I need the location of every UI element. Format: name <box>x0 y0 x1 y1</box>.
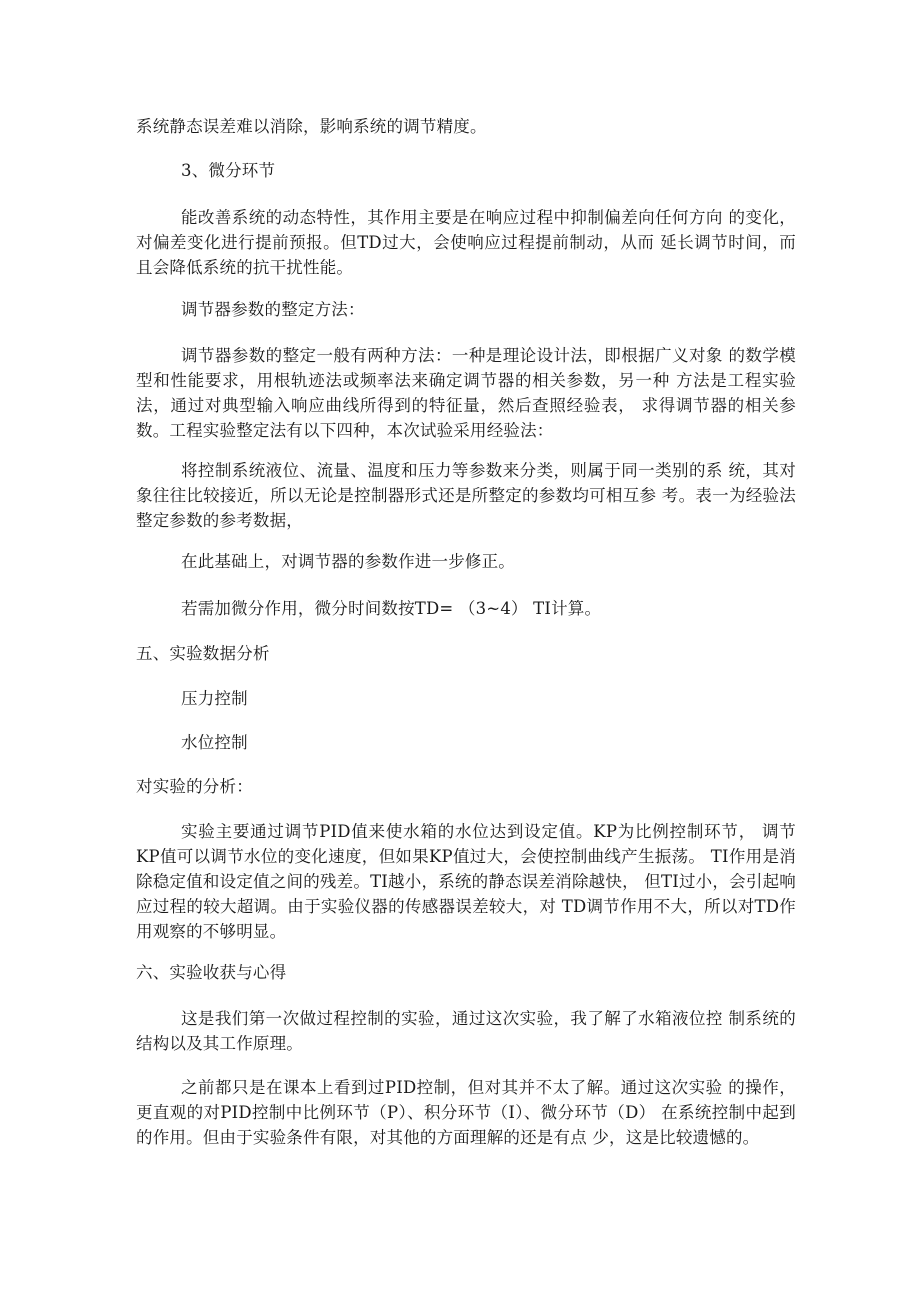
list-item-pressure-control: 压力控制 <box>181 689 248 708</box>
paragraph-correction: 在此基础上，对调节器的参数作进一步修正。 <box>181 552 515 571</box>
heading-section-6: 六、实验收获与心得 <box>136 963 287 982</box>
heading-tuning-method: 调节器参数的整定方法： <box>181 300 365 319</box>
paragraph-classification: 将控制系统液位、流量、温度和压力等参数来分类，则属于同一类别的系 统，其对象往往比较接近，所以无论是控制器形式还是所整定的参数均可相互参 考。表一为经验法整定参数的参考数据， <box>136 461 796 530</box>
paragraph-analysis: 实验主要通过调节PID值来使水箱的水位达到设定值。KP为比例控制环节， 调节KP值可以调节水位的变化速度，但如果KP值过大，会使控制曲线产生振荡。 TI作用是消除稳定值和设定值之间的残差。TI越小，系统的静态误差消除越快， 但TI过小，会引起响应过程的较大超调。由于实验仪器的传感器误差较大，对 TD调节作用不大，所以对TD作用观察的不够明显。 <box>136 822 796 941</box>
list-item-level-control: 水位控制 <box>181 733 248 752</box>
heading-derivative: 3、微分环节 <box>181 161 276 180</box>
heading-analysis: 对实验的分析： <box>136 777 253 796</box>
paragraph-derivative: 能改善系统的动态特性，其作用主要是在响应过程中抑制偏差向任何方向 的变化，对偏差变化进行提前预报。但TD过大，会使响应过程提前制动，从而 延长调节时间，而且会降低系统的抗干扰性能。 <box>136 208 796 277</box>
heading-section-5: 五、实验数据分析 <box>136 644 270 663</box>
paragraph-gain-1: 这是我们第一次做过程控制的实验，通过这次实验，我了解了水箱液位控 制系统的结构以及其工作原理。 <box>136 1009 796 1053</box>
paragraph-static-error: 系统静态误差难以消除，影响系统的调节精度。 <box>136 117 487 136</box>
paragraph-gain-2: 之前都只是在课本上看到过PID控制，但对其并不太了解。通过这次实验 的操作，更直观的对PID控制中比例环节（P）、积分环节（I）、微分环节（D） 在系统控制中起到的作用。但由于实验条件有限，对其他的方面理解的还是有点 少，这是比较遗憾的。 <box>136 1078 796 1147</box>
paragraph-td-formula: 若需加微分作用，微分时间数按TD= （3~4） TI计算。 <box>181 599 602 618</box>
paragraph-tuning-method: 调节器参数的整定一般有两种方法：一种是理论设计法，即根据广义对象 的数学模型和性能要求，用根轨迹法或频率法来确定调节器的相关参数，另一种 方法是工程实验法，通过对典型输入响应曲线所得到的特征量，然后查照经验表， 求得调节器的相关参数。工程实验整定法有以下四种，本次试验采用经验法： <box>136 346 796 440</box>
